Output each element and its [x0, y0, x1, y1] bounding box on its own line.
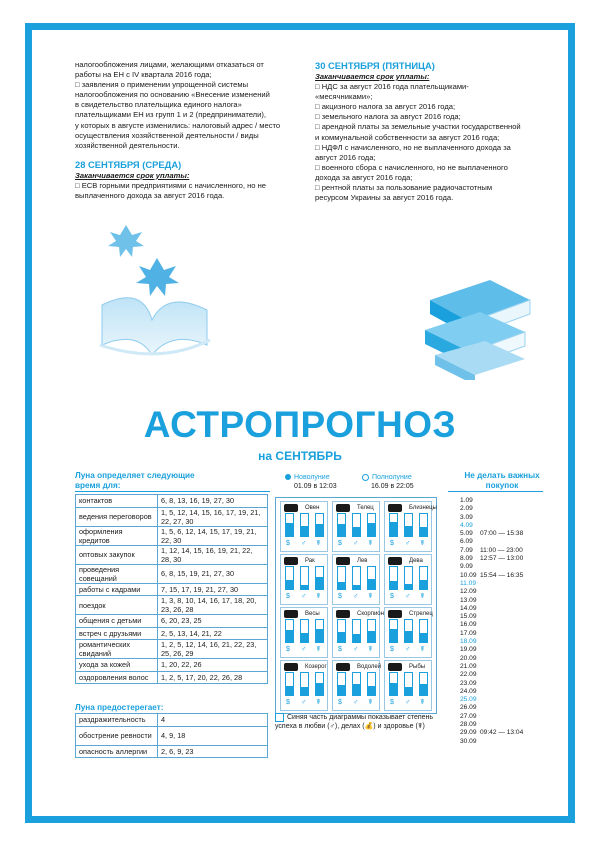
zodiac-name: Телец	[357, 505, 374, 511]
forecast-bar	[300, 566, 309, 590]
text-line: в свидетельство плательщика единого налога»	[75, 100, 242, 110]
left-text-column	[75, 60, 295, 201]
text-line: □ земельного налога за август 2016 года;	[315, 112, 461, 122]
day-date: 26.09	[460, 704, 477, 712]
day-row	[460, 588, 540, 596]
money-icon: $	[338, 699, 342, 706]
table-row	[76, 640, 268, 659]
full-moon-icon	[362, 474, 369, 481]
forecast-bar	[389, 566, 398, 590]
money-icon: $	[338, 540, 342, 547]
day-row	[460, 555, 540, 563]
day-time: 07:00 — 15:38	[480, 530, 524, 538]
row-label: опасность аллергии	[76, 745, 158, 758]
row-label: обострение ревности	[76, 726, 158, 745]
day-date: 19.09	[460, 646, 477, 654]
day-date: 8.09	[460, 555, 473, 563]
day-date: 28.09	[460, 721, 477, 729]
row-value: 6, 8, 15, 19, 21, 27, 30	[158, 564, 268, 583]
divider	[75, 491, 270, 492]
zodiac-name: Близнецы	[409, 505, 437, 511]
zodiac-symbol-icon	[388, 610, 402, 618]
day-row	[460, 713, 540, 721]
new-moon-label: Новолуние	[294, 474, 330, 481]
day-time	[480, 721, 540, 729]
zodiac-name: Лев	[357, 558, 368, 564]
row-value: 1, 12, 14, 15, 16, 19, 21, 22, 28, 30	[158, 545, 268, 564]
zodiac-cell	[384, 554, 432, 605]
love-icon: ♂	[301, 699, 307, 706]
text-line: у которых в августе изменились: налоговый адрес / место	[75, 120, 281, 130]
zodiac-cell	[280, 607, 328, 658]
day-row	[460, 497, 540, 505]
day-time	[480, 505, 540, 513]
love-icon: ♂	[405, 699, 411, 706]
day-row	[460, 655, 540, 663]
day-date: 29.09	[460, 729, 477, 737]
zodiac-legend	[275, 713, 435, 731]
zodiac-name: Дева	[409, 558, 423, 564]
forecast-bar	[367, 619, 376, 643]
day-time	[480, 630, 540, 638]
day-date: 6.09	[460, 538, 473, 546]
day-row	[460, 538, 540, 546]
row-value: 2, 5, 13, 14, 21, 22	[158, 627, 268, 640]
table-row	[76, 615, 268, 628]
zodiac-symbol-icon	[336, 557, 350, 565]
day-row	[460, 505, 540, 513]
forecast-bar	[337, 619, 346, 643]
health-icon: ☤	[420, 540, 425, 547]
text-line: осуществления хозяйственной деятельности / виды	[75, 130, 259, 140]
table-row	[76, 671, 268, 684]
text-line: □ военного сбора с начисленного, но не выплаченного	[315, 162, 508, 172]
zodiac-name: Скорпион	[357, 611, 384, 617]
book-stack-illustration	[410, 250, 540, 380]
love-icon: ♂	[405, 540, 411, 547]
table-row	[76, 714, 268, 727]
moon-warns-header: Луна предостерегает:	[75, 703, 164, 712]
health-icon: ☤	[420, 593, 425, 600]
love-icon: ♂	[353, 593, 359, 600]
text-line: налогообложения лицами, желающими отказаться от	[75, 60, 264, 69]
forecast-bar	[419, 513, 428, 537]
day-date: 14.09	[460, 604, 477, 612]
day-row	[460, 630, 540, 638]
money-icon: $	[338, 593, 342, 600]
forecast-bar	[404, 619, 413, 643]
forecast-bar	[285, 672, 294, 696]
money-icon: $	[286, 646, 290, 653]
health-icon: ☤	[368, 593, 373, 600]
day-time	[480, 563, 540, 571]
forecast-bar	[404, 672, 413, 696]
forecast-bar	[315, 566, 324, 590]
day-time	[480, 688, 540, 696]
right-text-column	[315, 60, 545, 203]
day-time	[480, 538, 540, 546]
day-row	[460, 621, 540, 629]
table-row	[76, 726, 268, 745]
love-icon: ♂	[301, 593, 307, 600]
zodiac-name: Рыбы	[409, 664, 426, 670]
zodiac-symbol-icon	[388, 504, 402, 512]
forecast-bar	[337, 672, 346, 696]
love-icon: ♂	[405, 646, 411, 653]
forecast-bar	[352, 566, 361, 590]
day-date: 16.09	[460, 621, 477, 629]
text-line: и коммунальной собственности за август 2016 года;	[315, 132, 500, 142]
new-moon-info	[285, 473, 337, 491]
day-date: 23.09	[460, 679, 477, 687]
row-value: 1, 3, 8, 10, 14, 16, 17, 18, 20, 23, 26, 28	[158, 596, 268, 615]
day-row	[460, 680, 540, 688]
zodiac-name: Водолей	[357, 664, 382, 670]
day-time	[480, 704, 540, 712]
text-line: плательщиками ЕН из групп 1 и 2 (предприниматели),	[75, 110, 266, 120]
forecast-bar	[285, 513, 294, 537]
zodiac-cell	[280, 554, 328, 605]
day-row	[460, 688, 540, 696]
day-date: 15.09	[460, 613, 477, 621]
day-date: 2.09	[460, 505, 473, 513]
money-icon: $	[286, 540, 290, 547]
deadline-subheading: Заканчивается срок уплаты:	[75, 170, 190, 180]
day-date: 18.09	[460, 638, 477, 646]
day-time	[480, 680, 540, 688]
moon-favorable-header: Луна определяет следующие время для:	[75, 471, 195, 490]
row-label: работы с кадрами	[76, 583, 158, 596]
row-label: оздоровления волос	[76, 671, 158, 684]
health-icon: ☤	[316, 593, 321, 600]
love-icon: ♂	[301, 540, 307, 547]
row-value: 1, 5, 6, 12, 14, 15, 17, 19, 21, 22, 30	[158, 526, 268, 545]
table-row	[76, 495, 268, 508]
forecast-bar	[285, 619, 294, 643]
zodiac-forecast-grid	[275, 497, 437, 714]
zodiac-cell	[332, 501, 380, 552]
day-row	[460, 696, 540, 704]
text-line: □ арендной платы за земельные участки государственной	[315, 122, 521, 132]
row-label: общения с детьми	[76, 615, 158, 628]
forecast-bar	[352, 672, 361, 696]
text-line: □ НДФЛ с начисленного, но не выплаченного дохода за	[315, 142, 511, 152]
day-row	[460, 613, 540, 621]
dont-buy-header: Не делать важных покупок	[464, 471, 540, 490]
text-line: выплаченного дохода за август 2016 года.	[75, 191, 225, 201]
forecast-bar	[419, 619, 428, 643]
row-label: оформления кредитов	[76, 526, 158, 545]
forecast-bar	[315, 513, 324, 537]
day-row	[460, 563, 540, 571]
text-line: □ НДС за август 2016 года плательщиками-	[315, 82, 469, 92]
forecast-bar	[300, 672, 309, 696]
health-icon: ☤	[420, 646, 425, 653]
day-time	[480, 497, 540, 505]
forecast-bar	[352, 619, 361, 643]
day-time	[480, 588, 540, 596]
day-date: 12.09	[460, 588, 477, 596]
text-line: дохода за август 2016 года;	[315, 172, 413, 182]
health-icon: ☤	[368, 699, 373, 706]
day-date: 17.09	[460, 629, 477, 637]
day-date: 24.09	[460, 687, 477, 695]
zodiac-symbol-icon	[284, 663, 298, 671]
row-label: ухода за кожей	[76, 659, 158, 672]
zodiac-cell	[384, 660, 432, 711]
full-moon-date: 16.09 в 22:05	[371, 483, 414, 490]
day-time	[480, 738, 540, 746]
forecast-bar	[367, 566, 376, 590]
day-date: 5.09	[460, 530, 473, 538]
health-icon: ☤	[420, 699, 425, 706]
row-value: 6, 20, 23, 25	[158, 615, 268, 628]
zodiac-symbol-icon	[284, 610, 298, 618]
day-row	[460, 738, 540, 746]
forecast-bar	[419, 566, 428, 590]
forecast-bar	[404, 513, 413, 537]
row-label: оптовых закупок	[76, 545, 158, 564]
day-row	[460, 663, 540, 671]
row-label: поездок	[76, 596, 158, 615]
zodiac-symbol-icon	[388, 663, 402, 671]
zodiac-name: Козерог	[305, 664, 327, 670]
day-time	[480, 671, 540, 679]
forecast-bar	[315, 672, 324, 696]
zodiac-name: Весы	[305, 611, 320, 617]
forecast-bar	[285, 566, 294, 590]
day-row	[460, 646, 540, 654]
day-time: 12:57 — 13:00	[480, 555, 524, 563]
zodiac-cell	[280, 660, 328, 711]
forecast-bar	[337, 566, 346, 590]
forecast-bar	[367, 672, 376, 696]
day-date: 13.09	[460, 596, 477, 604]
forecast-bar	[315, 619, 324, 643]
divider	[448, 491, 543, 492]
text-line: налогообложения по основанию «Внесение изменений	[75, 90, 270, 100]
day-time	[480, 655, 540, 663]
forecast-bar	[352, 513, 361, 537]
forecast-bar	[300, 619, 309, 643]
zodiac-symbol-icon	[336, 504, 350, 512]
zodiac-name: Рак	[305, 558, 315, 564]
day-date: 9.09	[460, 563, 473, 571]
zodiac-symbol-icon	[336, 663, 350, 671]
love-icon: ♂	[353, 699, 359, 706]
day-row	[460, 597, 540, 605]
health-icon: ☤	[368, 646, 373, 653]
day-date: 7.09	[460, 546, 473, 554]
day-time	[480, 646, 540, 654]
day-time	[480, 522, 540, 530]
zodiac-name: Стрелец	[409, 611, 433, 617]
forecast-bar	[419, 672, 428, 696]
zodiac-symbol-icon	[284, 504, 298, 512]
money-icon: $	[390, 593, 394, 600]
day-date: 25.09	[460, 696, 477, 704]
row-value: 1, 2, 5, 12, 14, 16, 21, 22, 23, 25, 26, 29	[158, 640, 268, 659]
row-label: раздражительность	[76, 714, 158, 727]
zodiac-symbol-icon	[336, 610, 350, 618]
day-row	[460, 522, 540, 530]
zodiac-cell	[332, 660, 380, 711]
table-row	[76, 596, 268, 615]
day-time	[480, 638, 540, 646]
table-row	[76, 526, 268, 545]
health-icon: ☤	[316, 540, 321, 547]
row-label: встреч с друзьями	[76, 627, 158, 640]
row-value: 1, 2, 5, 17, 20, 22, 26, 28	[158, 671, 268, 684]
new-moon-date: 01.09 в 12:03	[294, 483, 337, 490]
day-row	[460, 572, 540, 580]
day-row	[460, 547, 540, 555]
row-label: ведения переговоров	[76, 507, 158, 526]
date-heading-28: 28 СЕНТЯБРЯ (СРЕДА)	[75, 158, 182, 170]
row-label: романтических свиданий	[76, 640, 158, 659]
love-icon: ♂	[353, 646, 359, 653]
love-icon: ♂	[353, 540, 359, 547]
text-line: □ акцизного налога за август 2016 года;	[315, 102, 456, 112]
table-row	[76, 583, 268, 596]
row-value: 1, 5, 12, 14, 15, 16, 17, 19, 21, 22, 27, 30	[158, 507, 268, 526]
love-icon: ♂	[405, 593, 411, 600]
day-time	[480, 597, 540, 605]
day-row	[460, 605, 540, 613]
day-time: 15:54 — 16:35	[480, 571, 524, 579]
day-time	[480, 663, 540, 671]
forecast-bar	[337, 513, 346, 537]
day-date: 10.09	[460, 571, 477, 579]
row-value: 2, 6, 9, 23	[158, 745, 268, 758]
page-subtitle: на СЕНТЯБРЬ	[258, 449, 342, 463]
table-row	[76, 659, 268, 672]
day-time	[480, 621, 540, 629]
row-value: 6, 8, 13, 16, 19, 27, 30	[158, 495, 268, 508]
text-line: «месячниками»;	[315, 92, 373, 102]
day-row	[460, 530, 540, 538]
table-row	[76, 745, 268, 758]
zodiac-cell	[384, 501, 437, 552]
money-icon: $	[390, 540, 394, 547]
table-row	[76, 545, 268, 564]
day-date: 4.09	[460, 521, 473, 529]
table-row	[76, 564, 268, 583]
new-moon-icon	[285, 474, 291, 480]
open-book-leaves-illustration	[90, 210, 220, 380]
day-row	[460, 729, 540, 737]
forecast-bar	[300, 513, 309, 537]
zodiac-symbol-icon	[284, 557, 298, 565]
forecast-bar	[404, 566, 413, 590]
full-moon-info	[362, 473, 414, 491]
text-line: □ ЕСВ горными предприятиями с начисленного, но не	[75, 180, 267, 190]
forecast-bar	[389, 672, 398, 696]
zodiac-cell	[332, 554, 380, 605]
day-row	[460, 580, 540, 588]
health-icon: ☤	[368, 540, 373, 547]
day-time	[480, 514, 540, 522]
day-time	[480, 605, 540, 613]
money-icon: $	[390, 699, 394, 706]
day-date: 1.09	[460, 497, 473, 504]
money-icon: $	[338, 646, 342, 653]
table-row	[76, 627, 268, 640]
money-icon: $	[390, 646, 394, 653]
text-line: работы на ЕН с IV квартала 2016 года;	[75, 70, 212, 80]
day-time	[480, 613, 540, 621]
text-line: хозяйственной деятельности.	[75, 140, 180, 150]
money-icon: $	[286, 593, 290, 600]
row-value: 4, 9, 18	[158, 726, 268, 745]
day-row	[460, 671, 540, 679]
forecast-bar	[389, 619, 398, 643]
warns-table	[75, 713, 268, 758]
day-row	[460, 721, 540, 729]
page-title: АСТРОПРОГНОЗ	[143, 404, 457, 445]
love-icon: ♂	[301, 646, 307, 653]
day-time: 09:42 — 13:04	[480, 729, 524, 737]
zodiac-cell	[332, 607, 384, 658]
table-row	[76, 507, 268, 526]
day-row	[460, 514, 540, 522]
row-value: 4	[158, 714, 268, 727]
health-icon: ☤	[316, 646, 321, 653]
dont-buy-days-list	[460, 497, 540, 746]
day-date: 22.09	[460, 671, 477, 679]
health-icon: ☤	[316, 699, 321, 706]
day-date: 27.09	[460, 712, 477, 720]
day-date: 3.09	[460, 513, 473, 521]
zodiac-symbol-icon	[388, 557, 402, 565]
text-line: август 2016 года;	[315, 152, 376, 162]
day-date: 20.09	[460, 654, 477, 662]
day-date: 30.09	[460, 737, 477, 745]
day-date: 21.09	[460, 662, 477, 670]
deadline-subheading: Заканчивается срок уплаты:	[315, 72, 430, 81]
legend-swatch-icon	[275, 713, 284, 722]
favorable-days-table	[75, 494, 268, 684]
row-value: 1, 20, 22, 26	[158, 659, 268, 672]
day-row	[460, 704, 540, 712]
day-date: 11.09	[460, 579, 477, 587]
row-value: 7, 15, 17, 19, 21, 27, 30	[158, 583, 268, 596]
text-line: □ заявления о применении упрощенной системы	[75, 80, 249, 90]
zodiac-cell	[280, 501, 328, 552]
day-row	[460, 638, 540, 646]
day-time	[480, 580, 540, 588]
forecast-bar	[389, 513, 398, 537]
date-heading-30: 30 СЕНТЯБРЯ (ПЯТНИЦА)	[315, 60, 435, 71]
text-line: ресурсом Украины за август 2016 года.	[315, 193, 454, 203]
row-label: проведения совещаний	[76, 564, 158, 583]
forecast-bar	[367, 513, 376, 537]
day-time: 11:00 — 23:00	[480, 546, 523, 554]
full-moon-label: Полнолуние	[372, 474, 412, 481]
legend-text: Синяя часть диаграммы показывает степень успеха в любви (♂), делах (💰) и здоровье (☤)	[275, 714, 434, 730]
zodiac-cell	[384, 607, 432, 658]
text-line: □ рентной платы за пользование радиочастотным	[315, 183, 493, 193]
money-icon: $	[286, 699, 290, 706]
row-label: контактов	[76, 495, 158, 508]
zodiac-name: Овен	[305, 505, 320, 511]
day-time	[480, 696, 540, 704]
day-time	[480, 713, 540, 721]
